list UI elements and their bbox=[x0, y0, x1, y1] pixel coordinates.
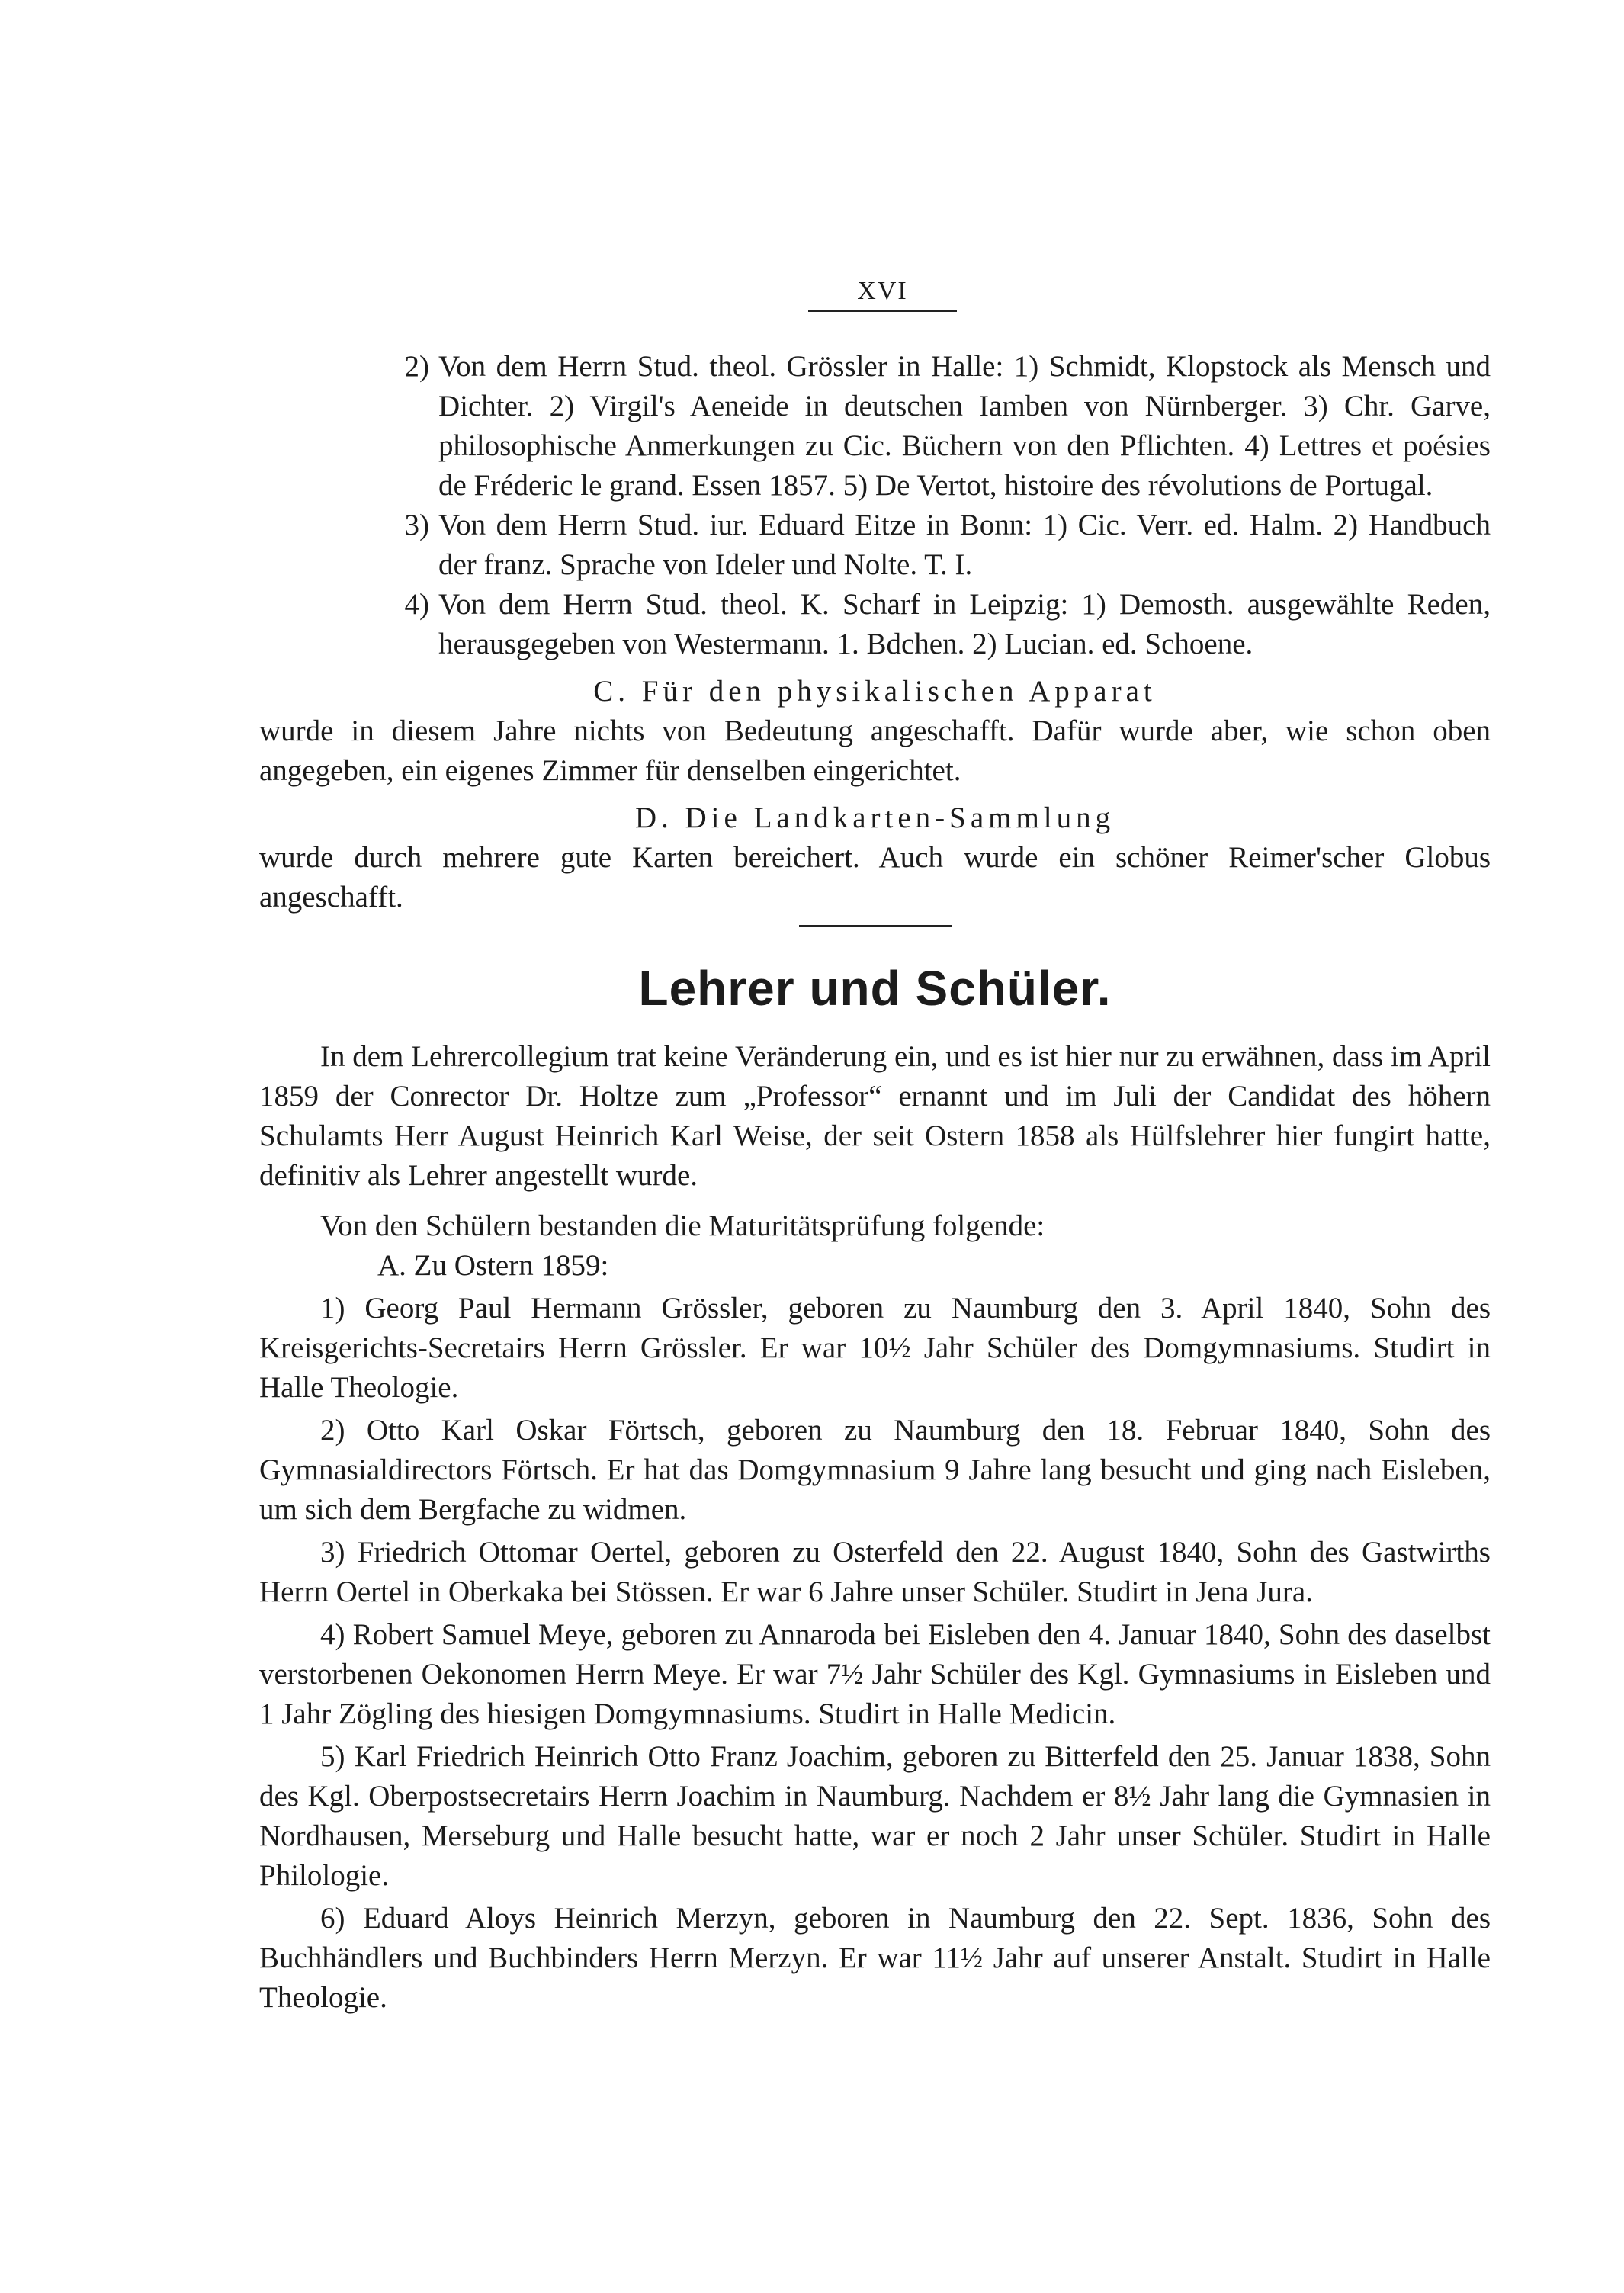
teachers-paragraph: In dem Lehrercollegium trat keine Veränderung ein, und es ist hier nur zu erwähnen, dass im April 1859 der Conrector Dr. Holtze zum „Professor“ ernannt und im Juli der Candidat des höhern Schulamts Herr August Heinrich Karl Weise, der seit Ostern 1858 als Hülfslehrer hier fungirt hatte, definitiv als Lehrer angestellt wurde. bbox=[259, 1040, 1491, 1192]
gift-number: 4) bbox=[404, 588, 429, 621]
page-body bbox=[259, 347, 1491, 2018]
graduate-entry: 3) Friedrich Ottomar Oertel, geboren zu Osterfeld den 22. August 1840, Sohn des Gastwirths Herrn Oertel in Oberkaka bei Stössen. Er war 6 Jahre unser Schüler. Studirt in Jena Jura. bbox=[259, 1536, 1491, 1608]
section-c-heading: C. Für den physikalischen Apparat bbox=[593, 675, 1157, 708]
section-divider bbox=[799, 925, 952, 927]
graduate-entry: 4) Robert Samuel Meye, geboren zu Annaroda bei Eisleben den 4. Januar 1840, Sohn des daselbst verstorbenen Oekonomen Herrn Meye. Er war 7½ Jahr Schüler des Kgl. Gymnasiums in Eisleben und 1 Jahr Zögling des hiesigen Domgymnasiums. Studirt in Halle Medicin. bbox=[259, 1618, 1491, 1730]
graduate-entry: 1) Georg Paul Hermann Grössler, geboren zu Naumburg den 3. April 1840, Sohn des Kreisgerichts-Secretairs Herrn Grössler. Er war 10½ Jahr Schüler des Domgymnasiums. Studirt in Halle Theologie. bbox=[259, 1292, 1491, 1404]
section-d-heading: D. Die Landkarten-Sammlung bbox=[634, 801, 1115, 834]
section-d-text: wurde durch mehrere gute Karten bereichert. Auch wurde ein schöner Reimer'scher Globus angeschafft. bbox=[259, 841, 1491, 914]
gift-item bbox=[259, 347, 1491, 506]
graduate-entry: 6) Eduard Aloys Heinrich Merzyn, geboren in Naumburg den 22. Sept. 1836, Sohn des Buchhändlers und Buchbinders Herrn Merzyn. Er war 11½ Jahr auf unserer Anstalt. Studirt in Halle Theologie. bbox=[259, 1902, 1491, 2014]
gift-list bbox=[259, 347, 1491, 664]
chapter-title: Lehrer und Schüler. bbox=[638, 961, 1112, 1016]
gift-text: Von dem Herrn Stud. theol. K. Scharf in Leipzig: 1) Demosth. ausgewählte Reden, herausgegeben von Westermann. 1. Bdchen. 2) Lucian. ed. Schoene. bbox=[438, 588, 1491, 660]
gift-text: Von dem Herrn Stud. iur. Eduard Eitze in Bonn: 1) Cic. Verr. ed. Halm. 2) Handbuch der franz. Sprache von Ideler und Nolte. T. I. bbox=[438, 509, 1491, 581]
graduate-entry: 5) Karl Friedrich Heinrich Otto Franz Joachim, geboren zu Bitterfeld den 25. Januar 1838, Sohn des Kgl. Oberpostsecretairs Herrn Joachim in Naumburg. Nachdem er 8½ Jahr lang die Gymnasien in Nordhausen, Merseburg und Halle besucht hatte, war er noch 2 Jahr unser Schüler. Studirt in Halle Philologie. bbox=[259, 1740, 1491, 1892]
pupils-intro: Von den Schülern bestanden die Maturitätsprüfung folgende: bbox=[320, 1209, 1045, 1242]
graduate-list bbox=[259, 1289, 1491, 2018]
subsection-heading: A. Zu Ostern 1859: bbox=[377, 1249, 609, 1282]
page-number: XVI bbox=[808, 275, 957, 312]
gift-number: 2) bbox=[404, 350, 429, 383]
gift-text: Von dem Herrn Stud. theol. Grössler in Halle: 1) Schmidt, Klopstock als Mensch und Dichter. 2) Virgil's Aeneide in deutschen Iamben von Nürnberger. 3) Chr. Garve, philosophische Anmerkungen zu Cic. Büchern von den Pflichten. 4) Lettres et poésies de Fréderic le grand. Essen 1857. 5) De Vertot, histoire des révolutions de Portugal. bbox=[438, 350, 1491, 502]
gift-number: 3) bbox=[404, 509, 429, 541]
gift-item bbox=[259, 506, 1491, 585]
gift-item bbox=[259, 585, 1491, 664]
graduate-entry: 2) Otto Karl Oskar Förtsch, geboren zu Naumburg den 18. Februar 1840, Sohn des Gymnasialdirectors Förtsch. Er hat das Domgymnasium 9 Jahre lang besucht und ging nach Eisleben, um sich dem Bergfache zu widmen. bbox=[259, 1414, 1491, 1526]
section-c-text: wurde in diesem Jahre nichts von Bedeutung angeschafft. Dafür wurde aber, wie schon oben angegeben, ein eigenes Zimmer für denselben eingerichtet. bbox=[259, 715, 1491, 787]
